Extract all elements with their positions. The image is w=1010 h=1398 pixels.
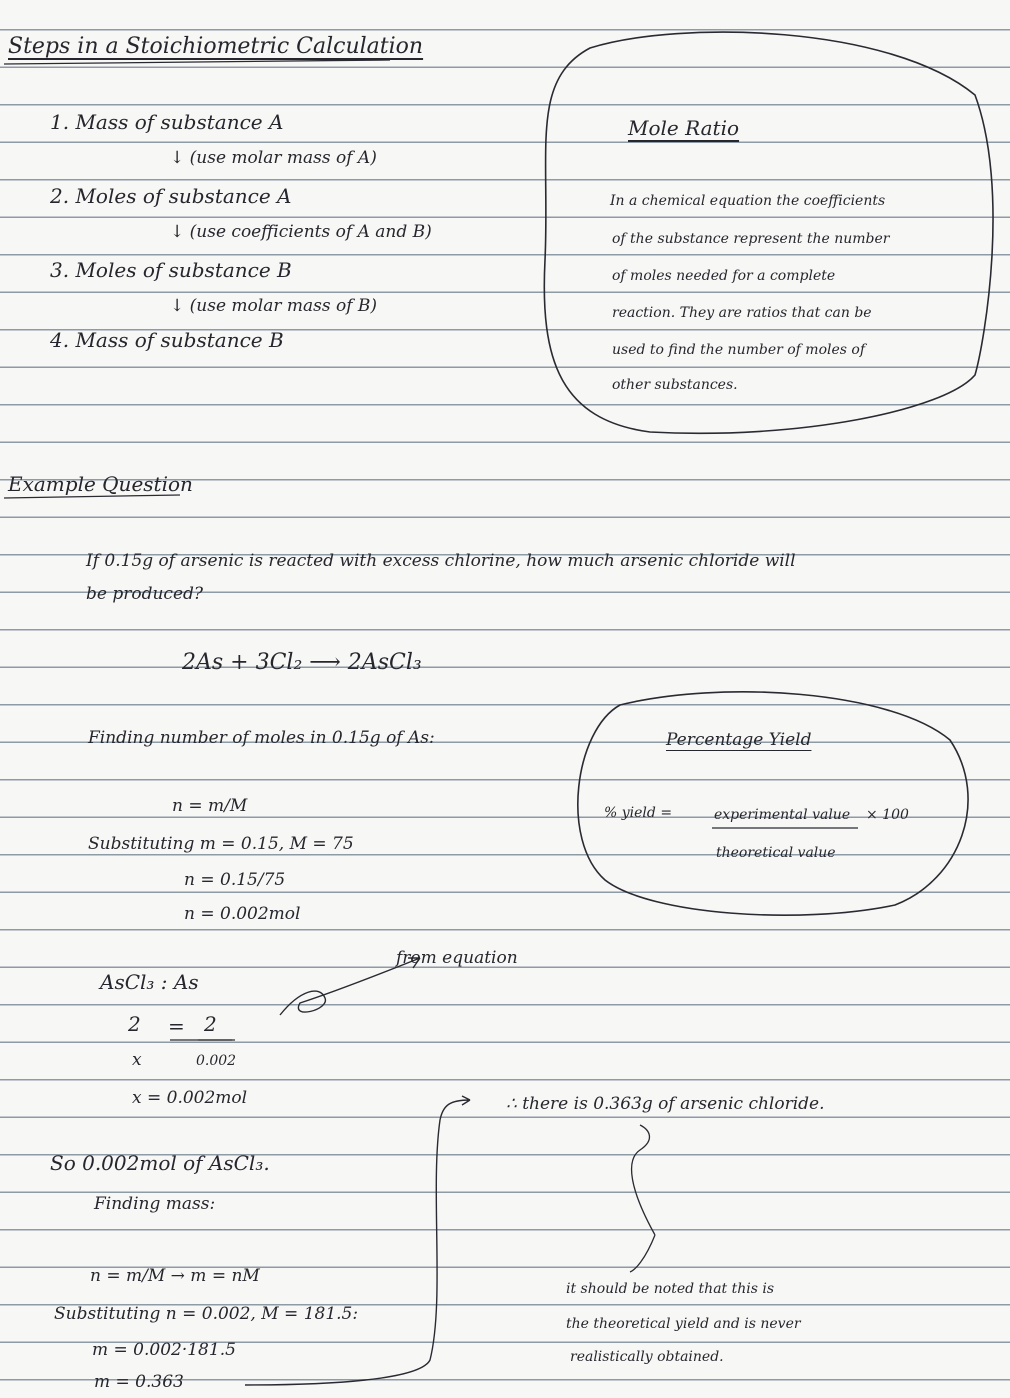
from-equation-note: from equation [396,948,518,968]
ratio-numerator-right: 2 [204,1012,217,1036]
step-1: 1. Mass of substance A [50,110,284,134]
moles-result: n = 0.002mol [184,904,301,924]
mass-result: m = 0.363 [94,1372,184,1392]
yield-numerator: experimental value [714,807,851,823]
fraction-line: n = 0.15/75 [184,870,286,890]
title-underline [4,60,390,64]
ratio-denominator-right: 0.002 [196,1053,237,1069]
note-line: the theoretical yield and is never [566,1316,801,1332]
page-title: Steps in a Stoichiometric Calculation [8,34,424,59]
step-2-hint: ↓ (use coefficients of A and B) [170,222,432,242]
mole-ratio-line: reaction. They are ratios that can be [612,305,872,321]
bracket-arrow-icon [245,1096,470,1385]
so-line: So 0.002mol of AsCl₃. [50,1151,270,1175]
x-result: x = 0.002mol [132,1088,248,1108]
mass-substitution: Substituting n = 0.002, M = 181.5: [54,1304,359,1324]
finding-moles-heading: Finding number of moles in 0.15g of As: [88,728,435,748]
ratio-numerator-left: 2 [128,1012,141,1036]
note-connector-icon [630,1125,655,1272]
mole-ratio-line: of the substance represent the number [612,231,890,247]
yield-denominator: theoretical value [716,845,836,861]
percentage-yield-blob [578,692,968,915]
yield-times: × 100 [866,807,909,823]
mole-ratio-line: other substances. [612,377,738,393]
step-1-hint: ↓ (use molar mass of A) [170,148,377,168]
ratio-equals: = [168,1014,185,1038]
percentage-yield-title: Percentage Yield [666,730,812,750]
step-3-hint: ↓ (use molar mass of B) [170,296,378,316]
mole-ratio-title: Mole Ratio [628,116,740,140]
chemical-equation: 2As + 3Cl₂ ⟶ 2AsCl₃ [182,650,422,675]
finding-mass-heading: Finding mass: [94,1194,216,1214]
conclusion: ∴ there is 0.363g of arsenic chloride. [506,1094,825,1114]
mass-calculation: m = 0.002·181.5 [92,1340,236,1360]
step-3: 3. Moles of substance B [50,258,292,282]
ratio-denominator-left: x [132,1050,142,1070]
mole-ratio-line: of moles needed for a complete [612,268,836,284]
yield-label: % yield = [604,805,673,821]
substitution-line: Substituting m = 0.15, M = 75 [88,834,354,854]
mole-ratio-line: In a chemical equation the coefficients [610,193,886,209]
moles-formula: n = m/M [172,796,248,816]
step-4: 4. Mass of substance B [50,328,284,352]
note-line: it should be noted that this is [566,1281,775,1297]
example-title: Example Question [8,472,193,496]
note-line: realistically obtained. [570,1349,724,1365]
question-line: If 0.15g of arsenic is reacted with excess chlorine, how much arsenic chloride will [86,551,796,571]
question-line: be produced? [86,584,203,604]
step-2: 2. Moles of substance A [50,184,292,208]
mole-ratio-line: used to find the number of moles of [612,342,866,358]
mass-formula: n = m/M → m = nM [90,1266,260,1286]
ratio-label: AsCl₃ : As [100,970,199,994]
